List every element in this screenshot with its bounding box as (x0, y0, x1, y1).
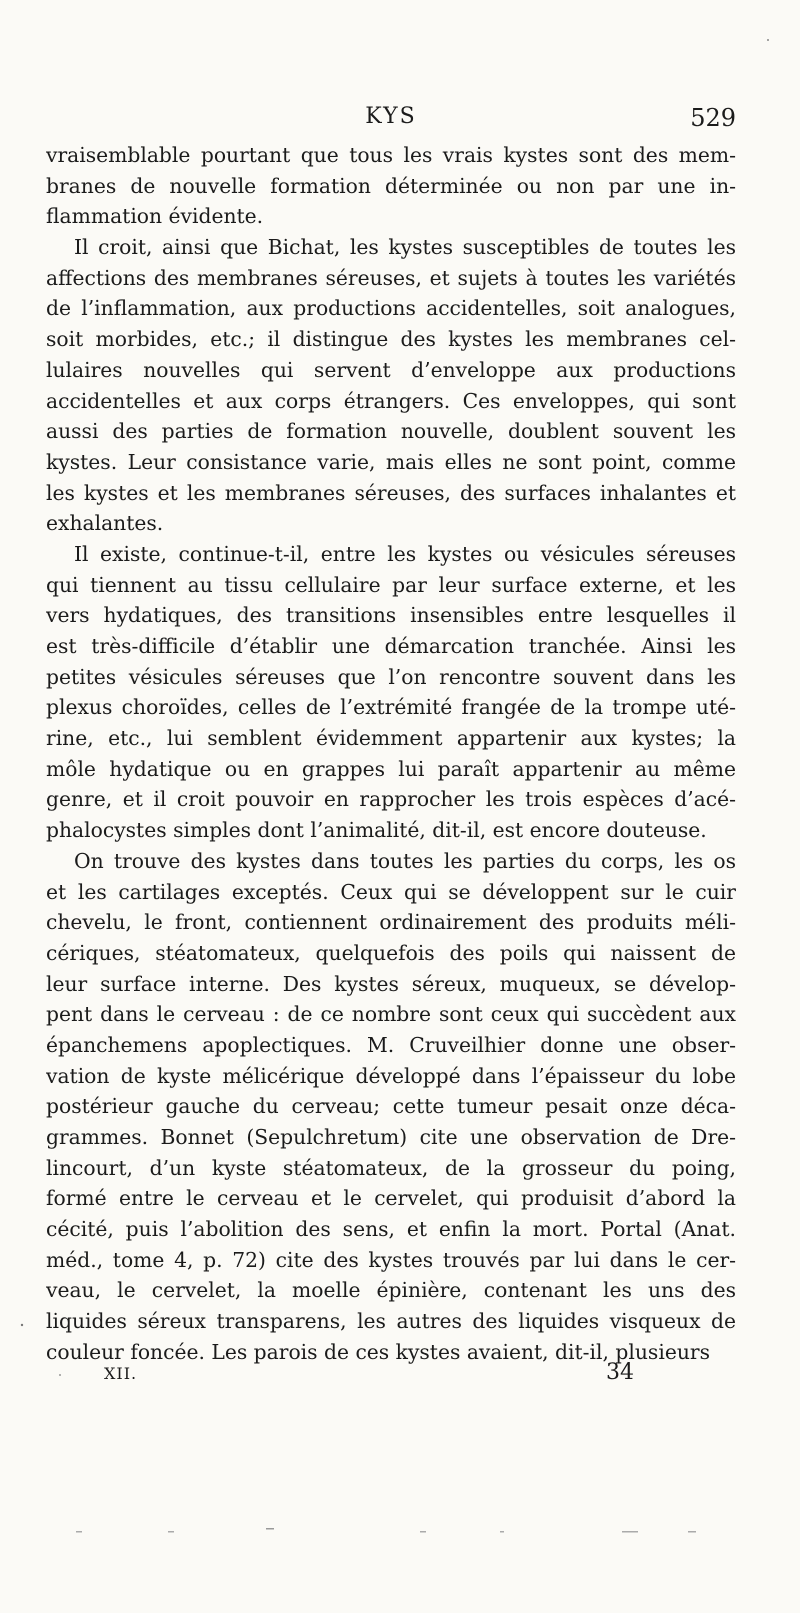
text-line: pent dans le cerveau : de ce nombre sont ceux qui succèdent aux (46, 1002, 736, 1027)
text-line: les kystes et les membranes séreuses, des surfaces inhalantes et (46, 480, 736, 505)
text-line: leur surface interne. Des kystes séreux, muqueux, se dévelop- (46, 971, 736, 996)
text-line: postérieur gauche du cerveau; cette tumeur pesait onze déca- (46, 1094, 736, 1119)
text-line: veau, le cervelet, la moelle épinière, contenant les uns des (46, 1278, 736, 1303)
text-line: lincourt, d’un kyste stéatomateux, de la grosseur du poing, (46, 1155, 736, 1180)
text-line: grammes. Bonnet (Sepulchretum) cite une observation de Dre- (46, 1125, 736, 1149)
text-line: accidentelles et aux corps étrangers. Ces enveloppes, qui sont (46, 388, 736, 413)
text-line: épanchemens apoplectiques. M. Cruveilhier donne une obser- (46, 1032, 736, 1057)
text-line: affections des membranes séreuses, et sujets à toutes les variétés (46, 265, 736, 290)
running-title: KYS (365, 104, 417, 129)
text-line: môle hydatique ou en grappes lui paraît appartenir au même (46, 756, 736, 781)
text-line: lulaires nouvelles qui servent d’enveloppe aux productions (46, 357, 736, 382)
text-line: qui tiennent au tissu cellulaire par leur surface externe, et les (46, 572, 736, 597)
text-line: Il croit, ainsi que Bichat, les kystes susceptibles de toutes les (74, 235, 736, 260)
text-line: chevelu, le front, contiennent ordinairement des produits méli- (46, 910, 736, 935)
sheet-number: 34 (606, 1360, 634, 1385)
text-line: liquides séreux transparens, les autres des liquides visqueux de (46, 1309, 736, 1334)
text-line: petites vésicules séreuses que l’on rencontre souvent dans les (46, 664, 736, 689)
page-footer (46, 1360, 736, 1394)
text-line: cériques, stéatomateux, quelquefois des poils qui naissent de (46, 940, 736, 965)
text-line: vraisemblable pourtant que tous les vrais kystes sont des mem- (46, 143, 736, 167)
running-head (46, 104, 736, 138)
text-line: formé entre le cerveau et le cervelet, qui produisit d’abord la (46, 1186, 736, 1211)
text-line: Il existe, continue-t-il, entre les kystes ou vésicules séreuses (74, 541, 736, 566)
text-line: aussi des parties de formation nouvelle, doublent souvent les (46, 419, 736, 444)
text-line: de l’inflammation, aux productions accidentelles, soit analogues, (46, 296, 736, 321)
text-line: rine, etc., lui semblent évidemment appartenir aux kystes; la (46, 726, 736, 751)
text-line: est très-difficile d’établir une démarcation tranchée. Ainsi les (46, 634, 736, 658)
text-line: exhalantes. (46, 511, 164, 536)
text-line: On trouve des kystes dans toutes les parties du corps, les os (74, 848, 736, 873)
text-line: et les cartilages exceptés. Ceux qui se développent sur le cuir (46, 879, 736, 904)
text-line: genre, et il croit pouvoir en rapprocher les trois espèces d’acé- (46, 787, 736, 812)
text-line: méd., tome 4, p. 72) cite des kystes trouvés par lui dans le cer- (46, 1247, 736, 1272)
text-line: vation de kyste mélicérique développé dans l’épaisseur du lobe (46, 1063, 736, 1088)
text-line: flammation évidente. (46, 204, 264, 229)
page-number: 529 (690, 104, 736, 132)
text-line: kystes. Leur consistance varie, mais elles ne sont point, comme (46, 449, 736, 474)
text-line: branes de nouvelle formation déterminée ou non par une in- (46, 173, 736, 198)
signature-mark: XII. (104, 1364, 138, 1383)
text-line: couleur foncée. Les parois de ces kystes avaient, dit-il, plusieurs (46, 1339, 710, 1364)
text-line: phalocystes simples dont l’animalité, dit-il, est encore douteuse. (46, 818, 707, 843)
text-line: vers hydatiques, des transitions insensibles entre lesquelles il (46, 603, 736, 628)
text-line: plexus choroïdes, celles de l’extrémité frangée de la trompe uté- (46, 695, 736, 720)
text-line: cécité, puis l’abolition des sens, et enfin la mort. Portal (Anat. (46, 1217, 736, 1242)
text-line: soit morbides, etc.; il distingue des kystes les membranes cel- (46, 327, 736, 352)
body-text (46, 140, 736, 1368)
